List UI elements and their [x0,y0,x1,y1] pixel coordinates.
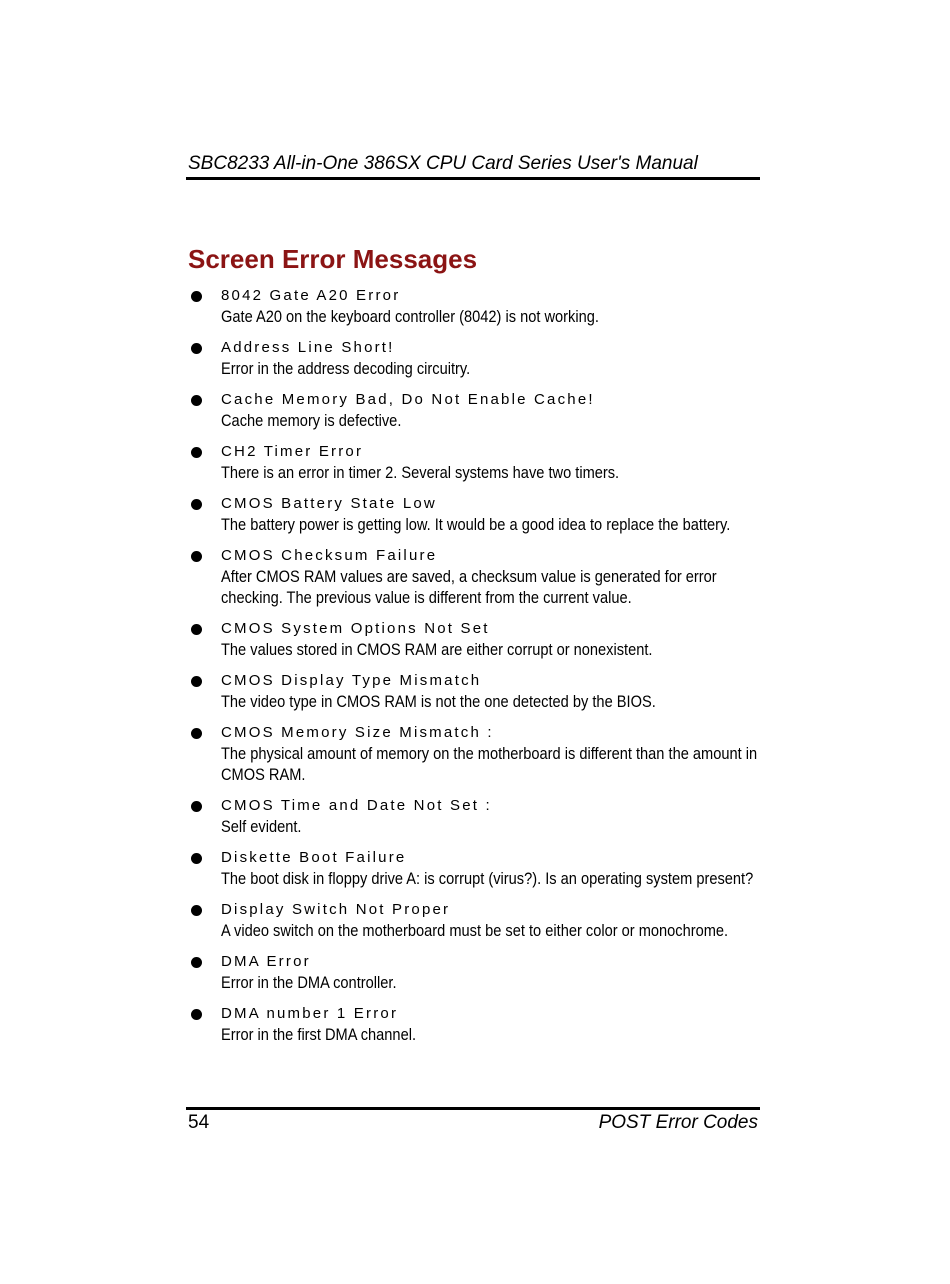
error-description: Error in the address decoding circuitry. [221,359,471,378]
footer-rule [186,1107,760,1110]
error-description: The boot disk in floppy drive A: is corrupt (virus?). Is an operating system present? [221,869,754,888]
bullet-icon [191,1009,202,1020]
error-code: 8042 Gate A20 Error [221,287,401,304]
manual-page [186,0,760,1284]
bullet-icon [191,291,202,302]
error-list-item [186,723,760,785]
running-header: SBC8233 All-in-One 386SX CPU Card Series User's Manual [188,153,698,174]
error-code: Display Switch Not Proper [221,901,451,918]
error-description: A video switch on the motherboard must be set to either color or monochrome. [221,921,729,940]
bullet-icon [191,395,202,406]
error-list-item [186,494,760,535]
bullet-icon [191,957,202,968]
error-list-item [186,619,760,660]
bullet-icon [191,905,202,916]
bullet-icon [191,676,202,687]
error-description: The physical amount of memory on the motherboard is different than the amount in CMOS RAM. [221,744,758,784]
error-description: Error in the first DMA channel. [221,1025,417,1044]
error-code: Cache Memory Bad, Do Not Enable Cache! [221,391,595,408]
error-description: After CMOS RAM values are saved, a checksum value is generated for error checking. The previous value is different from the current value. [221,567,717,607]
bullet-icon [191,447,202,458]
error-list-item [186,338,760,379]
error-message-list [186,286,760,1056]
error-description: Gate A20 on the keyboard controller (8042) is not working. [221,307,599,326]
error-list-item [186,952,760,993]
error-code: Diskette Boot Failure [221,849,407,866]
error-code: DMA Error [221,953,311,970]
error-list-item [186,848,760,889]
error-list-item [186,796,760,837]
bullet-icon [191,728,202,739]
error-description: Self evident. [221,817,302,836]
error-code: Address Line Short! [221,339,395,356]
error-list-item [186,442,760,483]
header-rule [186,177,760,180]
bullet-icon [191,343,202,354]
error-code: CMOS System Options Not Set [221,620,490,637]
error-description: Cache memory is defective. [221,411,402,430]
error-code: DMA number 1 Error [221,1005,399,1022]
error-code: CMOS Memory Size Mismatch : [221,724,494,741]
error-code: CMOS Battery State Low [221,495,437,512]
error-description: There is an error in timer 2. Several systems have two timers. [221,463,620,482]
error-description: The battery power is getting low. It would be a good idea to replace the battery. [221,515,731,534]
bullet-icon [191,551,202,562]
bullet-icon [191,499,202,510]
footer-section-name: POST Error Codes [598,1112,758,1133]
error-code: CMOS Time and Date Not Set : [221,797,492,814]
error-code: CMOS Checksum Failure [221,547,438,564]
section-heading: Screen Error Messages [188,244,478,274]
error-code: CMOS Display Type Mismatch [221,672,482,689]
error-list-item [186,546,760,608]
error-list-item [186,900,760,941]
bullet-icon [191,853,202,864]
page-number: 54 [188,1112,210,1133]
error-list-item [186,1004,760,1045]
bullet-icon [191,801,202,812]
error-description: The video type in CMOS RAM is not the one detected by the BIOS. [221,692,656,711]
error-description: Error in the DMA controller. [221,973,397,992]
error-list-item [186,390,760,431]
error-list-item [186,286,760,327]
error-description: The values stored in CMOS RAM are either corrupt or nonexistent. [221,640,653,659]
bullet-icon [191,624,202,635]
error-code: CH2 Timer Error [221,443,364,460]
error-list-item [186,671,760,712]
